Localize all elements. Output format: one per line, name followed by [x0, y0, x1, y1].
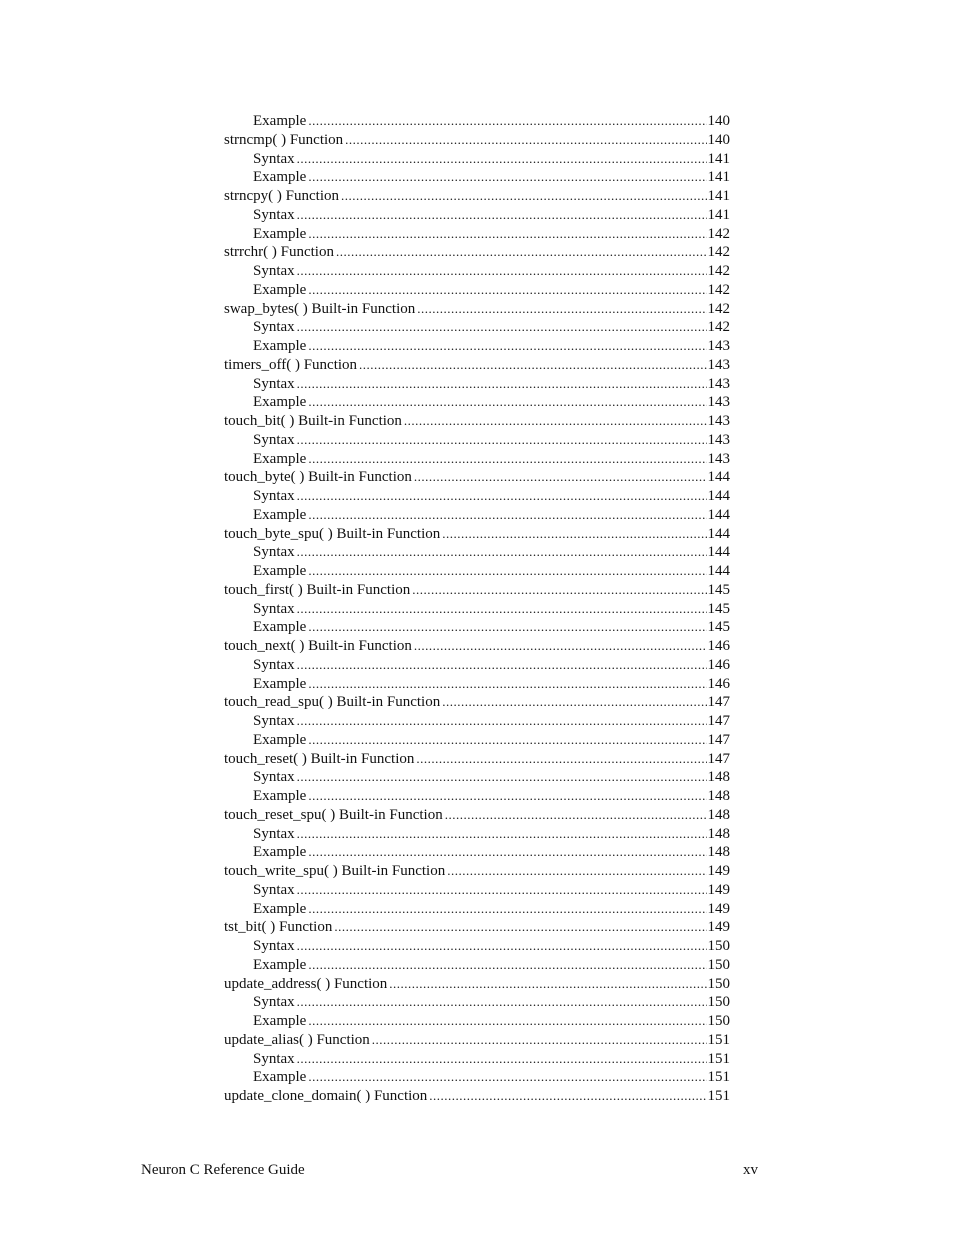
toc-entry-title: Example [253, 1069, 307, 1086]
toc-entry[interactable] [224, 356, 730, 375]
toc-entry-title: touch_reset( ) Built-in Function [224, 750, 415, 767]
toc-entry[interactable] [224, 712, 730, 731]
toc-dot-leader [297, 881, 707, 900]
toc-dot-leader [445, 806, 707, 825]
toc-entry[interactable] [224, 787, 730, 806]
toc-dot-leader [297, 712, 707, 731]
toc-entry-title: Syntax [253, 994, 295, 1011]
toc-entry-title: Syntax [253, 881, 295, 898]
toc-dot-leader [308, 112, 706, 131]
toc-dot-leader [297, 262, 707, 281]
toc-dot-leader [389, 975, 706, 994]
toc-entry-title: Example [253, 506, 307, 523]
toc-entry[interactable] [224, 468, 730, 487]
toc-entry[interactable] [224, 525, 730, 544]
toc-entry[interactable] [224, 975, 730, 994]
toc-entry-page: 142 [707, 263, 730, 279]
toc-entry-page: 150 [707, 994, 730, 1011]
toc-entry-page: 150 [707, 938, 730, 954]
toc-dot-leader [308, 843, 706, 862]
toc-entry-title: strncpy( ) Function [224, 188, 339, 204]
toc-entry-title: touch_first( ) Built-in Function [224, 581, 411, 598]
toc-entry[interactable] [224, 900, 730, 919]
toc-entry-page: 151 [707, 1050, 730, 1067]
toc-entry-title: Example [253, 281, 307, 298]
toc-dot-leader [308, 1012, 706, 1031]
toc-entry-page: 150 [707, 1013, 730, 1029]
toc-entry-title: Example [253, 113, 307, 129]
toc-entry[interactable] [224, 656, 730, 675]
toc-entry[interactable] [224, 168, 730, 187]
toc-entry-page: 142 [707, 319, 730, 336]
toc-dot-leader [308, 1068, 706, 1087]
toc-dot-leader [417, 300, 706, 319]
toc-dot-leader [297, 206, 707, 225]
toc-entry-title: Example [253, 619, 307, 636]
toc-entry-page: 151 [707, 1031, 730, 1048]
toc-entry-title: timers_off( ) Function [224, 356, 358, 373]
toc-entry-title: Syntax [253, 375, 295, 392]
toc-dot-leader [308, 731, 706, 750]
toc-entry-page: 150 [707, 956, 730, 973]
footer-page-number: xv [743, 1162, 758, 1178]
toc-entry-page: 148 [707, 769, 730, 786]
toc-entry-title: touch_reset_spu( ) Built-in Function [224, 806, 443, 823]
toc-entry-title: touch_byte_spu( ) Built-in Function [224, 525, 441, 542]
toc-dot-leader [297, 543, 707, 562]
toc-dot-leader [308, 337, 706, 356]
toc-entry[interactable] [224, 150, 730, 169]
toc-entry[interactable] [224, 562, 730, 581]
toc-entry[interactable] [224, 1012, 730, 1031]
toc-entry-page: 143 [707, 375, 730, 392]
toc-dot-leader [345, 131, 706, 150]
toc-entry-title: strrchr( ) Function [224, 244, 334, 261]
toc-entry[interactable] [224, 131, 730, 150]
toc-entry-page: 146 [707, 638, 730, 654]
toc-dot-leader [297, 487, 707, 506]
toc-entry-page: 143 [707, 413, 730, 429]
toc-entry-page: 143 [707, 356, 730, 373]
toc-entry[interactable] [224, 693, 730, 712]
toc-entry[interactable] [224, 731, 730, 750]
toc-dot-leader [308, 506, 706, 525]
toc-dot-leader [297, 375, 707, 394]
toc-entry[interactable] [224, 1068, 730, 1087]
toc-entry-title: Syntax [253, 656, 295, 673]
toc-entry[interactable] [224, 318, 730, 337]
toc-entry-title: Example [253, 956, 307, 973]
toc-entry-title: touch_write_spu( ) Built-in Function [224, 863, 446, 879]
toc-dot-leader [297, 656, 707, 675]
toc-entry-title: Example [253, 225, 307, 242]
toc-dot-leader [297, 937, 707, 956]
toc-entry-title: update_address( ) Function [224, 975, 388, 992]
toc-entry[interactable] [224, 843, 730, 862]
toc-dot-leader [297, 993, 707, 1012]
toc-entry-title: Syntax [253, 1050, 295, 1067]
toc-entry-title: Syntax [253, 938, 295, 954]
toc-dot-leader [442, 525, 706, 544]
toc-entry-title: Syntax [253, 263, 295, 279]
toc-entry-page: 151 [707, 1069, 730, 1086]
toc-entry-page: 148 [707, 825, 730, 842]
toc-entry[interactable] [224, 543, 730, 562]
toc-dot-leader [416, 750, 706, 769]
toc-entry-title: Syntax [253, 713, 295, 729]
toc-dot-leader [414, 468, 707, 487]
toc-dot-leader [442, 693, 706, 712]
toc-entry-title: Syntax [253, 150, 295, 167]
toc-entry-page: 143 [707, 450, 730, 467]
toc-entry[interactable] [224, 1087, 730, 1106]
toc-dot-leader [297, 600, 707, 619]
toc-entry[interactable] [224, 1031, 730, 1050]
toc-entry-page: 144 [707, 488, 730, 504]
toc-entry-page: 151 [707, 1088, 730, 1104]
toc-dot-leader [308, 168, 706, 187]
toc-entry-title: touch_byte( ) Built-in Function [224, 469, 412, 486]
toc-entry-title: Example [253, 338, 307, 354]
toc-entry-page: 144 [707, 544, 730, 561]
toc-entry[interactable] [224, 806, 730, 825]
toc-entry-page: 149 [707, 863, 730, 879]
toc-entry-title: Syntax [253, 488, 295, 504]
toc-entry-title: Example [253, 788, 307, 804]
toc-entry[interactable] [224, 281, 730, 300]
toc-entry-page: 146 [707, 675, 730, 692]
toc-entry-page: 142 [707, 225, 730, 242]
toc-entry-title: Example [253, 844, 307, 861]
toc-dot-leader [334, 918, 706, 937]
toc-entry-title: touch_next( ) Built-in Function [224, 638, 412, 654]
toc-entry[interactable] [224, 956, 730, 975]
toc-entry-page: 147 [707, 713, 730, 729]
toc-entry[interactable] [224, 262, 730, 281]
toc-entry-title: Syntax [253, 206, 295, 223]
toc-entry-title: Example [253, 731, 307, 748]
toc-entry-title: Syntax [253, 825, 295, 842]
toc-dot-leader [297, 150, 707, 169]
toc-entry-title: strncmp( ) Function [224, 131, 344, 148]
toc-entry[interactable] [224, 243, 730, 262]
toc-entry-title: Syntax [253, 431, 295, 448]
toc-entry-title: Example [253, 563, 307, 579]
toc-entry[interactable] [224, 375, 730, 394]
toc-entry-page: 146 [707, 656, 730, 673]
toc-entry-title: Example [253, 450, 307, 467]
toc-entry[interactable] [224, 581, 730, 600]
toc-dot-leader [336, 243, 707, 262]
toc-entry-title: Example [253, 394, 307, 411]
toc-entry[interactable] [224, 993, 730, 1012]
toc-dot-leader [447, 862, 706, 881]
footer-document-title: Neuron C Reference Guide [141, 1162, 305, 1178]
toc-entry-page: 143 [707, 431, 730, 448]
toc-entry-page: 149 [707, 919, 730, 936]
toc-entry-page: 149 [707, 881, 730, 898]
toc-dot-leader [308, 225, 706, 244]
toc-dot-leader [372, 1031, 707, 1050]
toc-entry-page: 145 [707, 619, 730, 636]
toc-entry[interactable] [224, 112, 730, 131]
toc-entry-page: 142 [707, 281, 730, 298]
toc-entry-title: tst_bit( ) Function [224, 919, 333, 936]
toc-dot-leader [297, 318, 707, 337]
toc-entry-title: swap_bytes( ) Built-in Function [224, 300, 416, 317]
toc-entry[interactable] [224, 412, 730, 431]
toc-dot-leader [404, 412, 707, 431]
toc-entry-page: 148 [707, 844, 730, 861]
toc-entry-page: 147 [707, 750, 730, 767]
toc-entry[interactable] [224, 393, 730, 412]
toc-entry-title: Example [253, 1013, 307, 1029]
toc-entry[interactable] [224, 600, 730, 619]
toc-entry-title: Syntax [253, 544, 295, 561]
toc-entry-page: 144 [707, 506, 730, 523]
toc-entry-page: 150 [707, 975, 730, 992]
toc-dot-leader [308, 618, 706, 637]
toc-entry[interactable] [224, 750, 730, 769]
toc-entry-page: 140 [707, 113, 730, 129]
toc-entry-page: 141 [707, 169, 730, 186]
toc-entry-page: 144 [707, 563, 730, 579]
toc-entry-page: 142 [707, 244, 730, 261]
toc-entry[interactable] [224, 187, 730, 206]
toc-entry[interactable] [224, 637, 730, 656]
toc-entry[interactable] [224, 675, 730, 694]
toc-entry-page: 145 [707, 600, 730, 617]
toc-entry-title: update_alias( ) Function [224, 1031, 370, 1048]
toc-entry[interactable] [224, 506, 730, 525]
toc-dot-leader [308, 393, 706, 412]
toc-dot-leader [297, 768, 707, 787]
toc-dot-leader [308, 450, 706, 469]
table-of-contents [224, 112, 730, 1106]
toc-entry-page: 144 [707, 525, 730, 542]
toc-entry[interactable] [224, 1050, 730, 1069]
toc-dot-leader [359, 356, 706, 375]
toc-dot-leader [308, 281, 706, 300]
toc-entry-page: 149 [707, 900, 730, 917]
toc-entry-page: 147 [707, 694, 730, 711]
toc-entry-title: Syntax [253, 600, 295, 617]
toc-entry-page: 145 [707, 581, 730, 598]
toc-entry[interactable] [224, 825, 730, 844]
toc-dot-leader [297, 431, 707, 450]
toc-entry[interactable] [224, 450, 730, 469]
toc-dot-leader [429, 1087, 706, 1106]
toc-dot-leader [308, 787, 706, 806]
toc-dot-leader [308, 675, 706, 694]
toc-entry-page: 147 [707, 731, 730, 748]
toc-entry-page: 143 [707, 338, 730, 354]
toc-entry-page: 148 [707, 806, 730, 823]
toc-dot-leader [308, 562, 706, 581]
toc-entry[interactable] [224, 206, 730, 225]
toc-entry-title: Example [253, 900, 307, 917]
toc-dot-leader [412, 581, 706, 600]
toc-entry-page: 141 [707, 188, 730, 204]
toc-entry[interactable] [224, 862, 730, 881]
toc-entry-title: Example [253, 169, 307, 186]
toc-entry[interactable] [224, 881, 730, 900]
toc-dot-leader [297, 825, 707, 844]
toc-entry-page: 148 [707, 788, 730, 804]
toc-entry[interactable] [224, 937, 730, 956]
toc-entry[interactable] [224, 918, 730, 937]
toc-dot-leader [341, 187, 707, 206]
toc-entry-title: touch_bit( ) Built-in Function [224, 413, 402, 429]
toc-entry-title: Syntax [253, 769, 295, 786]
toc-entry-title: touch_read_spu( ) Built-in Function [224, 694, 441, 711]
toc-entry-title: Example [253, 675, 307, 692]
toc-entry-title: update_clone_domain( ) Function [224, 1088, 428, 1104]
toc-entry-page: 141 [707, 206, 730, 223]
toc-entry[interactable] [224, 768, 730, 787]
toc-entry[interactable] [224, 300, 730, 319]
toc-entry-page: 142 [707, 300, 730, 317]
toc-dot-leader [297, 1050, 707, 1069]
toc-entry-page: 144 [707, 469, 730, 486]
toc-dot-leader [414, 637, 707, 656]
toc-entry[interactable] [224, 487, 730, 506]
toc-entry[interactable] [224, 337, 730, 356]
toc-entry[interactable] [224, 225, 730, 244]
toc-entry-page: 140 [707, 131, 730, 148]
toc-entry-page: 141 [707, 150, 730, 167]
toc-entry[interactable] [224, 618, 730, 637]
toc-entry-page: 143 [707, 394, 730, 411]
toc-dot-leader [308, 900, 706, 919]
toc-dot-leader [308, 956, 706, 975]
toc-entry[interactable] [224, 431, 730, 450]
toc-entry-title: Syntax [253, 319, 295, 336]
